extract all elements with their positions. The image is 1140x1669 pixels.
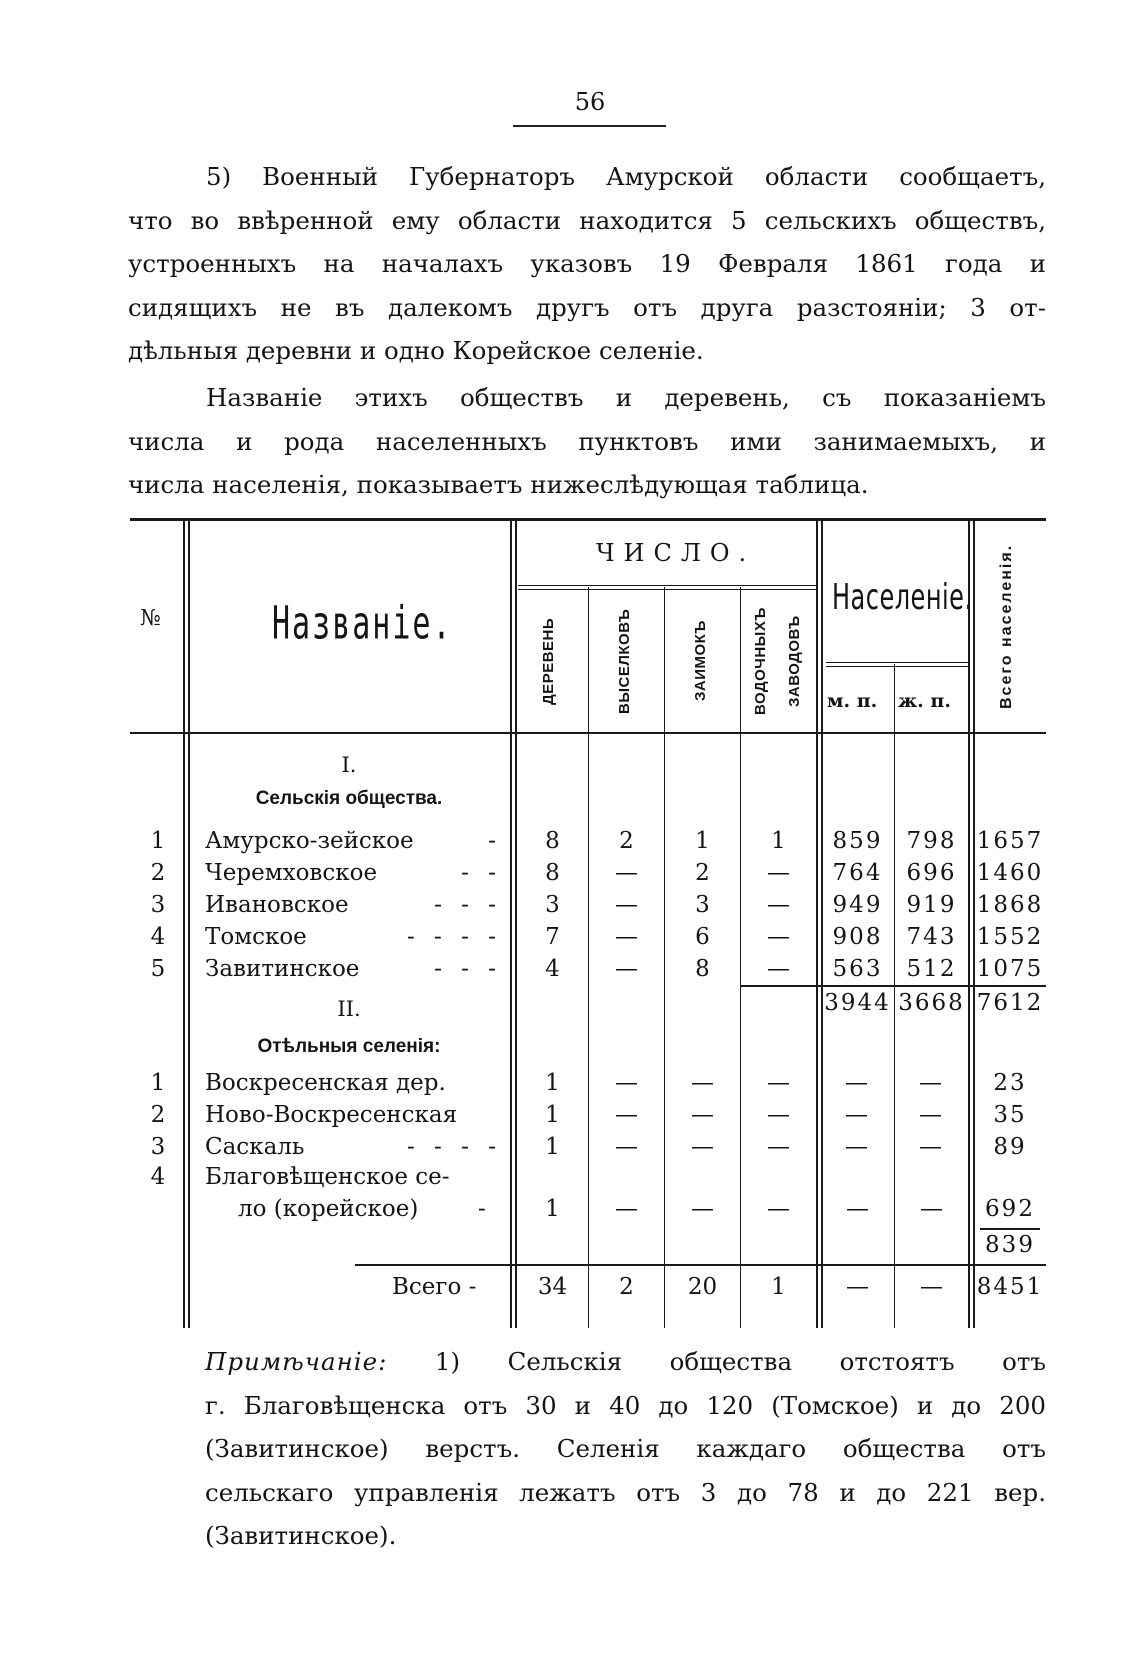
cell-d: 3 <box>545 892 560 918</box>
row-name: Завитинское <box>205 956 360 982</box>
row-dots: - - - <box>434 956 502 982</box>
cell-d: 8 <box>545 828 560 854</box>
footnote-line: г. Благовѣщенска отъ 30 и 40 до 120 (Томское) и до 200 <box>205 1390 1046 1420</box>
row-name: Ново-Воскресенская <box>205 1102 458 1128</box>
cell-t: 1868 <box>976 892 1044 918</box>
cell-t: 35 <box>993 1102 1027 1128</box>
cell-z: — <box>691 1102 714 1128</box>
row-dots: - - <box>461 860 502 886</box>
cell-v: — <box>615 956 638 982</box>
total-w: 1 <box>771 1274 786 1300</box>
cell-d: 7 <box>545 924 560 950</box>
page-number: 56 <box>574 88 606 116</box>
row-name: Томское <box>205 924 307 950</box>
cell-z: — <box>691 1134 714 1160</box>
row-dots: - <box>488 828 502 854</box>
footnote-line <box>205 1340 1046 1384</box>
cell-v: — <box>615 1134 638 1160</box>
cell-m: 563 <box>832 956 883 982</box>
header-derevень: ДЕРЕВЕНЬ <box>540 617 557 705</box>
text-line: Названіе этихъ обществъ и деревень, съ показаніемъ <box>206 383 1046 412</box>
total-v: 2 <box>619 1274 634 1300</box>
cell-w: — <box>767 956 790 982</box>
row4-dots: - <box>478 1196 486 1222</box>
header-vyselkov: ВЫСЕЛКОВЪ <box>616 608 633 714</box>
footnote-label: Примѣчаніе: <box>205 1347 388 1376</box>
row-name: Черемховское <box>205 860 378 886</box>
cell-f: 696 <box>906 860 957 886</box>
row4-number: 4 <box>150 1164 166 1190</box>
cell-t: 1075 <box>976 956 1044 982</box>
cell-z: 2 <box>695 860 710 886</box>
col-rule <box>816 520 818 1328</box>
cell-m: — <box>845 1070 870 1096</box>
row4-d: 1 <box>545 1196 560 1222</box>
cell-f: 743 <box>906 924 957 950</box>
cell-w: — <box>767 860 790 886</box>
cell-m: 908 <box>832 924 883 950</box>
row-name: Воскресенская дер. <box>205 1070 446 1096</box>
header-chislo: ЧИСЛО. <box>596 539 756 567</box>
table-top-rule <box>130 518 1046 521</box>
footnote-line: (Завитинское). <box>205 1521 397 1550</box>
footnote-line: сельскаго управленія лежатъ отъ 3 до 78 и до 221 вер. <box>205 1477 1046 1507</box>
row-name: Амурско-зейское <box>205 828 414 854</box>
row4-name-1: Благовѣщенское се- <box>205 1164 450 1190</box>
cell-f: — <box>919 1134 944 1160</box>
cell-m: 859 <box>832 828 883 854</box>
cell-t: 23 <box>993 1070 1027 1096</box>
text-line: числа и рода населенныхъ пунктовъ ими занимаемыхъ, и <box>128 426 1046 456</box>
cell-v: 2 <box>619 828 634 854</box>
section2-title: Отѣльныя селенія: <box>257 1036 441 1057</box>
cell-d: 4 <box>545 956 560 982</box>
cell-w: — <box>767 1070 790 1096</box>
cell-t: 1657 <box>976 828 1044 854</box>
cell-m: 949 <box>832 892 883 918</box>
row4-m: — <box>846 1196 869 1222</box>
total-rule <box>355 1264 1046 1266</box>
col-rule <box>188 520 190 1328</box>
cell-t: 89 <box>993 1134 1027 1160</box>
text-line: числа населенія, показываетъ нижеслѣдующая таблица. <box>128 470 869 499</box>
total-d: 34 <box>537 1274 568 1300</box>
cell-f: 512 <box>906 956 957 982</box>
cell-v: — <box>615 1070 638 1096</box>
row4-f: — <box>920 1196 943 1222</box>
text-line: устроенныхъ на началахъ указовъ 19 Февраля 1861 года и <box>128 249 1046 278</box>
cell-d: 8 <box>545 860 560 886</box>
chislo-underline <box>518 585 818 586</box>
cell-d: 1 <box>545 1102 560 1128</box>
cell-d: 1 <box>545 1070 560 1096</box>
row-number: 1 <box>150 828 166 854</box>
row-name: Саскаль <box>205 1134 305 1160</box>
row-dots: - - - <box>434 892 502 918</box>
cell-w: — <box>767 892 790 918</box>
row-number: 2 <box>150 1102 166 1128</box>
row4-v: — <box>615 1196 638 1222</box>
col-rule <box>183 520 185 1328</box>
cell-w: 1 <box>771 828 786 854</box>
row-dots: - - - - <box>406 1134 502 1160</box>
col-rule <box>510 520 512 1328</box>
cell-f: 919 <box>906 892 957 918</box>
naselenie-underline <box>826 662 970 663</box>
row4-t: 692 <box>985 1196 1035 1222</box>
subtotal1-m: 3944 <box>824 990 891 1016</box>
footnote <box>205 1340 1046 1558</box>
cell-z: 3 <box>695 892 710 918</box>
section1-num: I. <box>341 753 357 777</box>
subtotal-rule <box>740 985 1046 987</box>
subtotal2-t: 839 <box>985 1232 1035 1258</box>
cell-v: — <box>615 860 638 886</box>
subtotal1-f: 3668 <box>898 990 965 1016</box>
footnote-first: 1) Сельскія общества отстоятъ отъ <box>434 1347 1046 1376</box>
cell-f: — <box>919 1070 944 1096</box>
cell-t: 1552 <box>976 924 1044 950</box>
total-m: — <box>846 1274 869 1300</box>
row-number: 2 <box>150 860 166 886</box>
text-line: что во ввѣренной ему области находится 5 сельскихъ обществъ, <box>128 205 1046 235</box>
cell-f: 798 <box>906 828 957 854</box>
row4-w: — <box>767 1196 790 1222</box>
text-line: 5) Военный Губернаторъ Амурской области сообщаетъ, <box>206 162 1046 191</box>
total-z: 20 <box>687 1274 718 1300</box>
text-line: дѣльныя деревни и одно Корейское селеніе. <box>128 336 704 365</box>
header-naselenie: Населеніе. <box>832 576 973 618</box>
section2-num: II. <box>337 997 361 1021</box>
header-no: № <box>140 606 161 631</box>
subtotal1-t: 7612 <box>976 990 1044 1016</box>
header-mp: м. п. <box>827 690 878 712</box>
header-vodochnyh: ВОДОЧНЫХЪ <box>752 607 769 715</box>
row-number: 3 <box>150 1134 166 1160</box>
header-name: Названіе. <box>272 598 453 651</box>
header-zhp: ж. п. <box>898 690 951 712</box>
cell-m: — <box>845 1102 870 1128</box>
cell-w: — <box>767 924 790 950</box>
naselenie-underline-2 <box>826 666 970 667</box>
total-f: — <box>920 1274 943 1300</box>
total-label: Всего - <box>392 1274 477 1300</box>
row-number: 5 <box>150 956 166 982</box>
row-number: 4 <box>150 924 166 950</box>
row4-name-2: ло (корейское) <box>238 1196 419 1222</box>
cell-m: — <box>845 1134 870 1160</box>
header-zavodov: ЗАВОДОВЪ <box>786 615 803 707</box>
cell-m: 764 <box>832 860 883 886</box>
cell-v: — <box>615 892 638 918</box>
footnote-line: (Завитинское) верстъ. Селенія каждаго общества отъ <box>205 1434 1046 1463</box>
row-number: 1 <box>150 1070 166 1096</box>
cell-t: 1460 <box>976 860 1044 886</box>
row-number: 3 <box>150 892 166 918</box>
cell-z: 1 <box>695 828 710 854</box>
cell-f: — <box>919 1102 944 1128</box>
cell-w: — <box>767 1102 790 1128</box>
row-name: Ивановское <box>205 892 349 918</box>
cell-z: 8 <box>695 956 710 982</box>
row4-z: — <box>691 1196 714 1222</box>
cell-d: 1 <box>545 1134 560 1160</box>
header-zaimok: ЗАИМОКЪ <box>692 620 709 702</box>
section1-title: Сельскія общества. <box>255 788 443 809</box>
cell-v: — <box>615 1102 638 1128</box>
cell-z: 6 <box>695 924 710 950</box>
chislo-underline-2 <box>518 589 818 590</box>
cell-w: — <box>767 1134 790 1160</box>
header-vsego: Всего населенія. <box>998 543 1015 709</box>
cell-z: — <box>691 1070 714 1096</box>
row-dots: - - - - <box>406 924 502 950</box>
text-line: сидящихъ не въ далекомъ другъ отъ друга разстояніи; 3 от- <box>128 292 1046 322</box>
total-t: 8451 <box>976 1274 1044 1300</box>
cell-v: — <box>615 924 638 950</box>
col-rule <box>968 520 970 1328</box>
